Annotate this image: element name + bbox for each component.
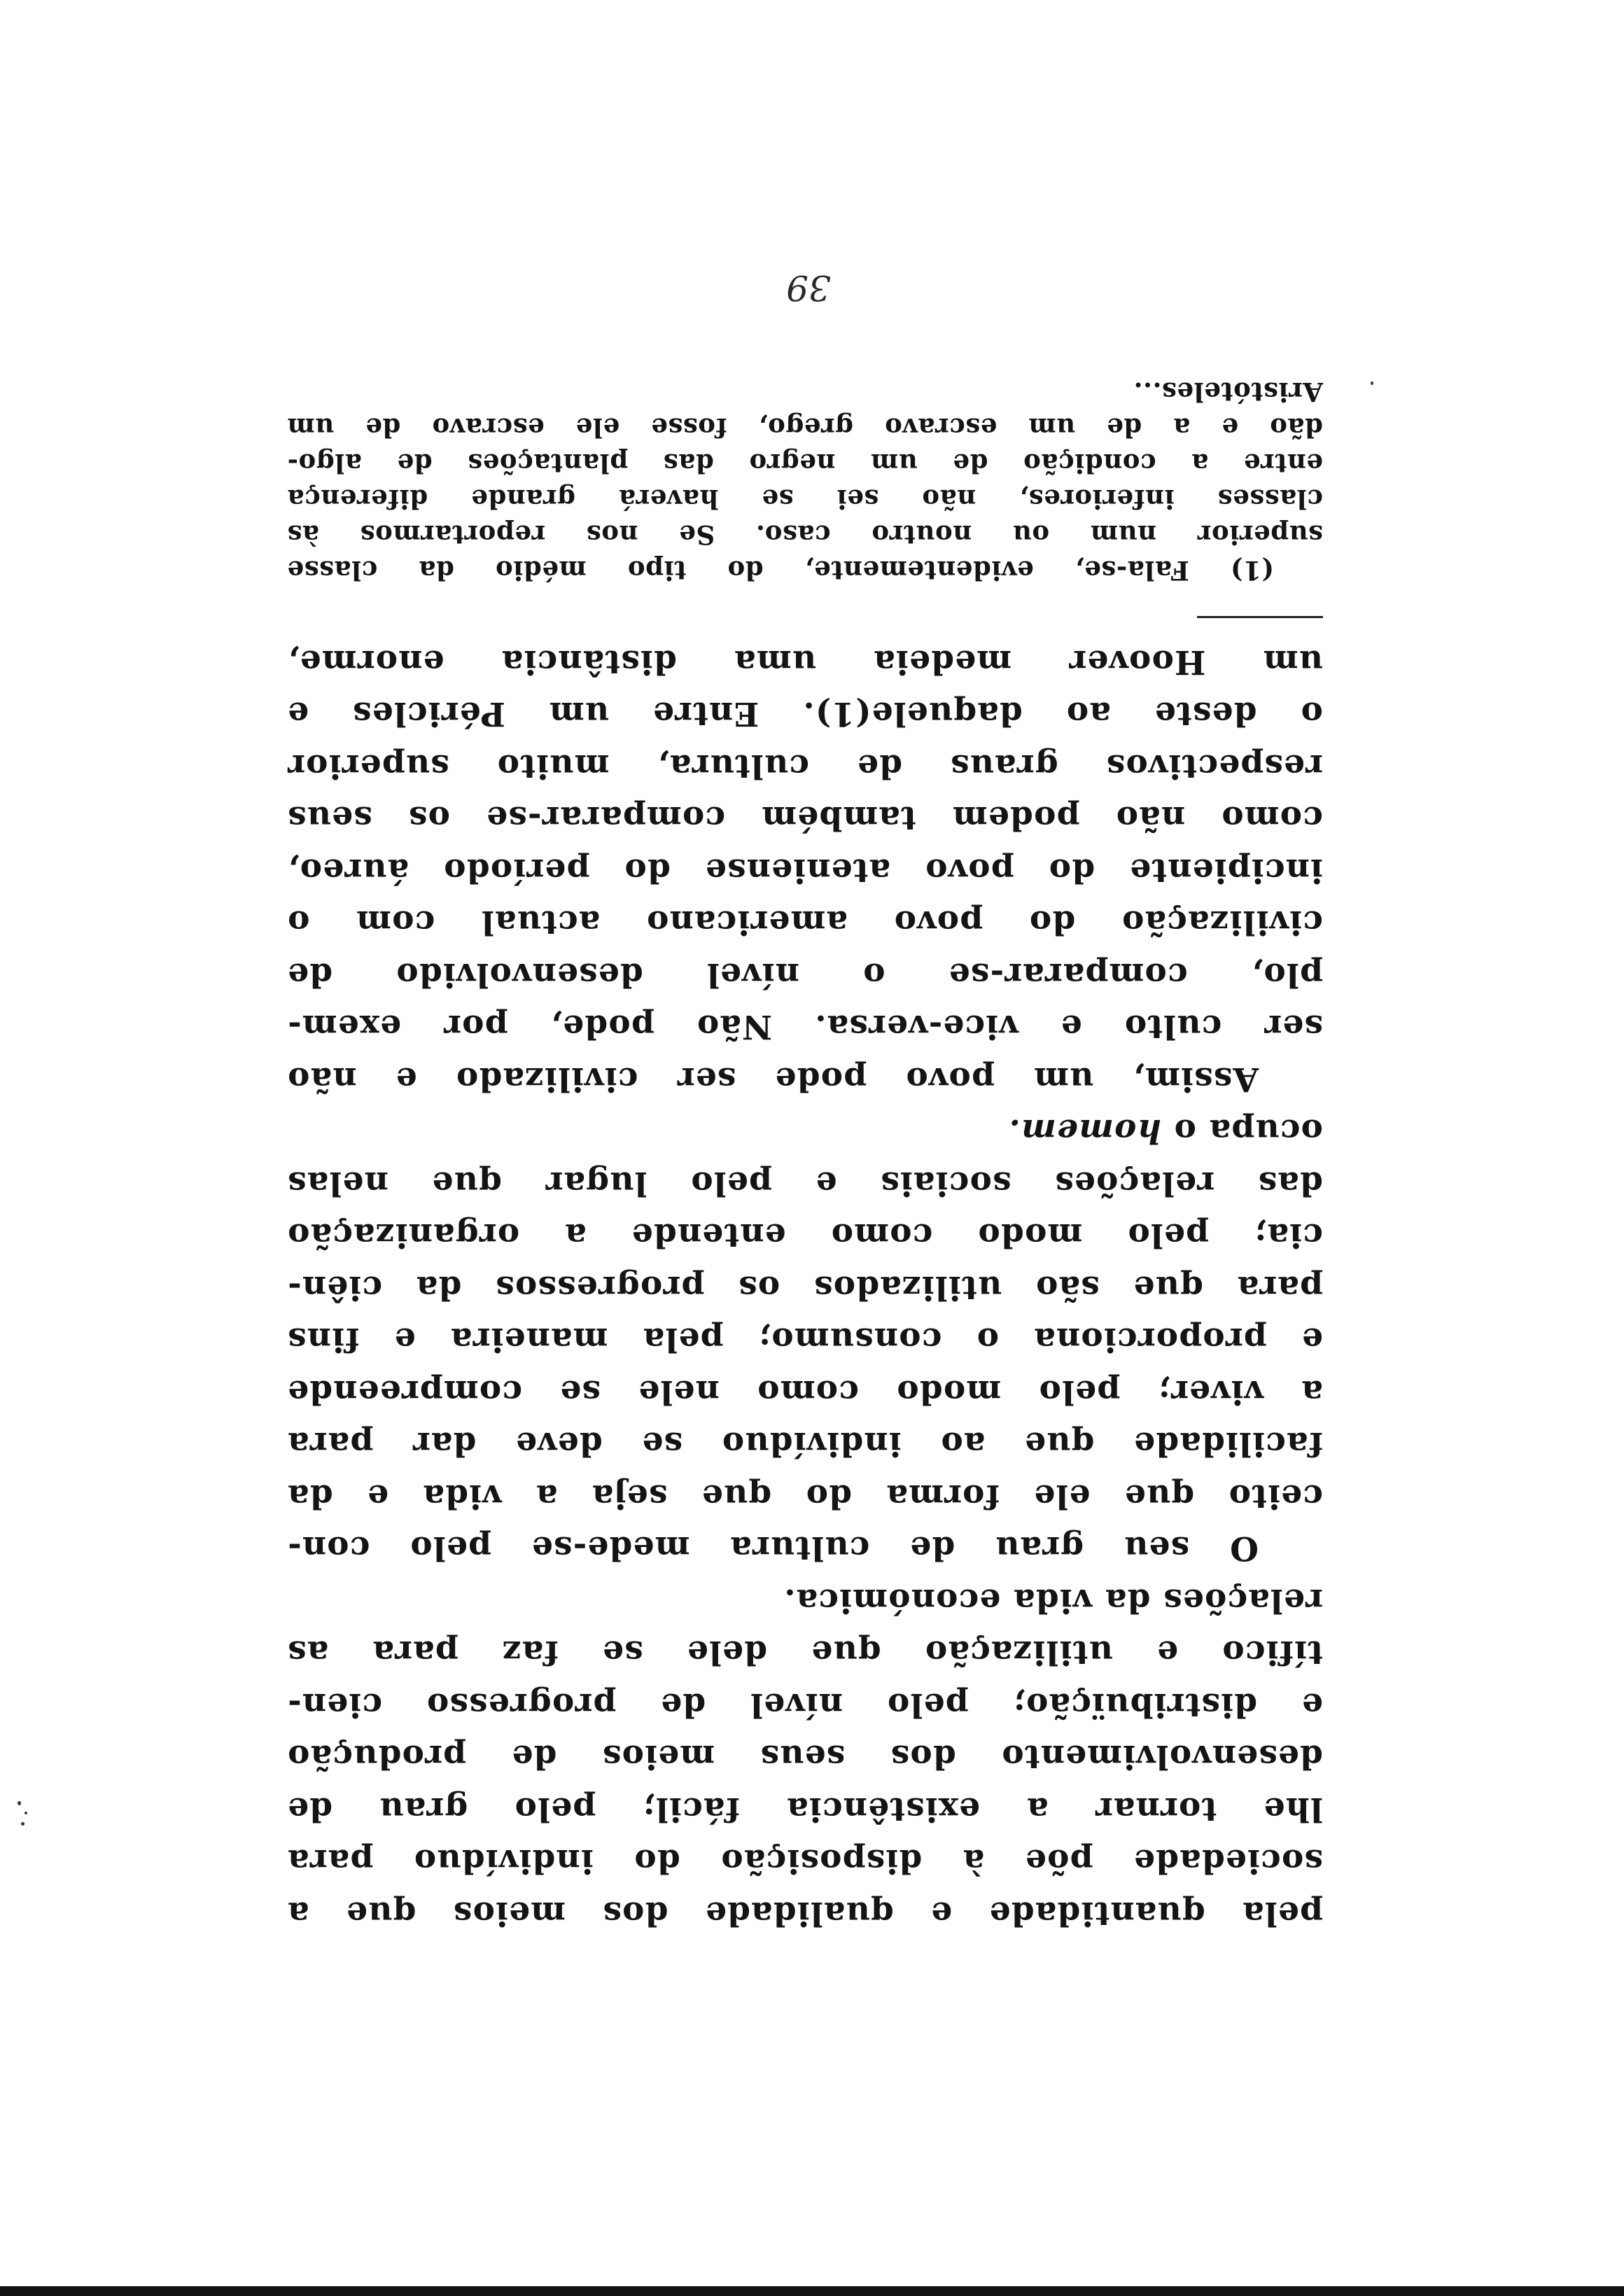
italic-word: homem.: [1008, 1112, 1161, 1151]
text-line: ser culto e vice-versa. Não pode, por exem-: [287, 1007, 1323, 1046]
text-line: facilidade que ao indivíduo se deve dar para: [287, 1424, 1323, 1464]
text-line: pela quantidade e qualidade dos meios que a: [287, 1894, 1323, 1933]
text-line: Assim, um povo pode ser civilizado e não: [287, 1060, 1259, 1098]
text-line: como não podem também comparar-se os seus: [287, 799, 1323, 838]
footnote: [287, 374, 1323, 589]
text-line: e distribuïção; pelo nível de progresso cien-: [287, 1686, 1323, 1724]
text-line: plo, comparar-se o nível desenvolvido de: [287, 955, 1323, 994]
text-line: civilização do povo americano actual com o: [287, 903, 1323, 942]
footnote-line: Aristóteles...: [1133, 377, 1323, 408]
text-line: para que são utilizados os progressos da ciên-: [287, 1268, 1323, 1307]
footnote-line: entre a condição de um negro das plantações de algo-: [287, 448, 1323, 479]
text-line: tífico e utilização que dele se faz para as: [287, 1633, 1323, 1672]
text-line: O seu grau de cultura mede-se pelo con-: [287, 1529, 1259, 1568]
paragraph-3: [287, 636, 1323, 1105]
text-line: desenvolvimento dos seus meios de produção: [287, 1737, 1323, 1777]
text-line: o deste ao daquele(1). Entre um Péricles e: [287, 694, 1323, 734]
scan-speck: [21, 1822, 24, 1826]
text-fragment: ocupa o: [1161, 1112, 1323, 1151]
text-line: a viver; pelo modo como nele se compreende: [287, 1373, 1323, 1411]
text-line: cia; pelo modo como entende a organização: [287, 1216, 1323, 1255]
text-line: relações da vida económica.: [783, 1581, 1323, 1620]
text-line: ceito que ele forma do que seja a vida e da: [287, 1477, 1323, 1516]
footnote-line: superior num ou noutro caso. Se nos reportarmos às: [287, 519, 1323, 551]
page-number: 39: [786, 267, 831, 308]
text-line: respectivos graus de cultura, muito superior: [287, 747, 1323, 785]
paragraph-1: [287, 1574, 1323, 1940]
footnote-line: classes inferiores, não sei se haverá grande diferença: [287, 484, 1323, 515]
text-line: lhe tornar a existência fácil; pelo grau de: [287, 1790, 1323, 1828]
scan-edge: [0, 2286, 1624, 2296]
text-line: incipiente do povo ateniense do período áureo,: [287, 851, 1323, 890]
footnote-line: dão e a de um escravo grego, fosse ele escravo de um: [287, 412, 1323, 444]
scan-speck: [1371, 382, 1373, 385]
text-line: [287, 1105, 1323, 1157]
scan-speck: [18, 1801, 21, 1805]
text-line: sociedade põe à disposição do indivíduo para: [287, 1842, 1323, 1881]
footnote-divider: [1197, 617, 1323, 619]
body-text: [287, 374, 1323, 1940]
text-line: e proporciona o consumo; pela maneira e fins: [287, 1320, 1323, 1359]
footnote-line: (1) Fala-se, evidentemente, do tipo médio da classe: [287, 555, 1274, 587]
text-line: um Hoover medeia uma distância enorme,: [287, 643, 1323, 681]
scan-speck: [24, 1812, 27, 1814]
paragraph-2: [287, 1105, 1323, 1574]
text-line: das relações sociais e pelo lugar que nelas: [287, 1164, 1323, 1203]
